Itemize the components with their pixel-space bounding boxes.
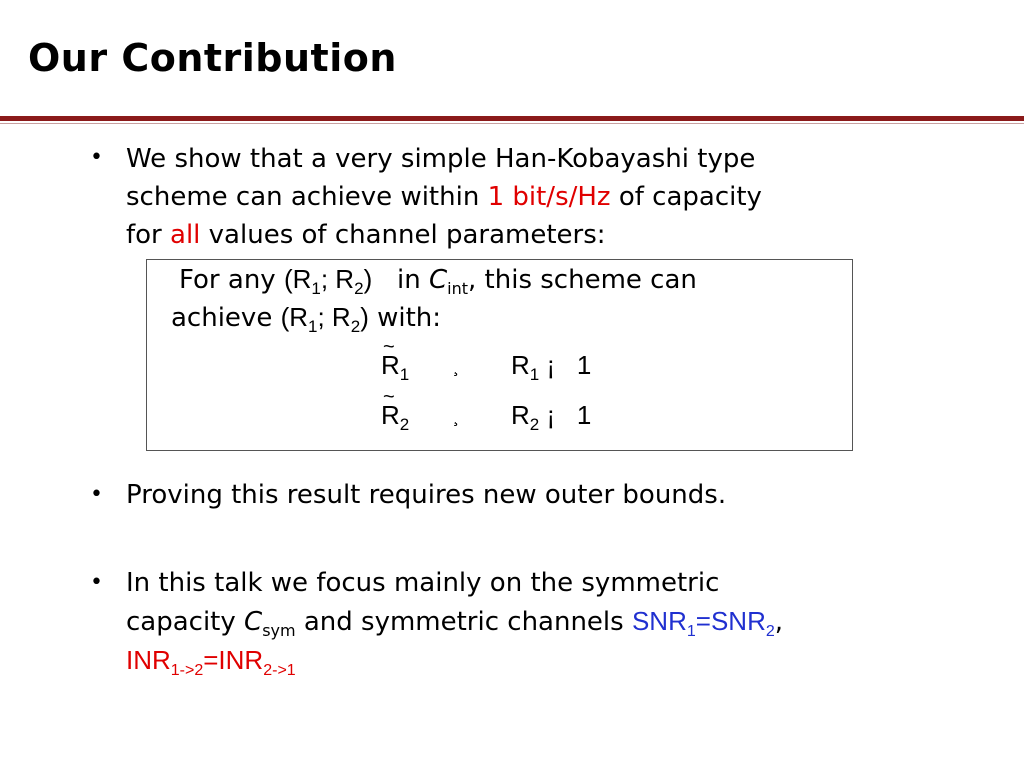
bullet-1-line-3 [126,216,762,254]
math-text: =INR [203,645,264,675]
math-text: ) [360,302,369,332]
box-line-2 [171,298,441,337]
subscript: 1->2 [170,662,204,679]
slide-title: Our Contribution [28,36,397,80]
inequality-2-relation: ¸ [453,406,459,426]
math-text: R [511,400,530,430]
subscript: int [447,279,469,298]
subscript: 1 [311,279,321,298]
inequality-2 [381,400,410,434]
bullet-marker: • [90,570,103,595]
math-text: 1 [576,400,592,430]
inequality-2-rhs [511,400,592,434]
bullet-3-line-2 [126,602,783,641]
subscript: 2 [529,415,540,434]
subscript: 2 [399,415,410,434]
achievable-rate-pair [280,302,369,336]
inequality-1 [381,350,410,384]
text-span: in [397,265,421,295]
math-text: R [381,350,400,380]
box-line-1 [179,260,697,299]
bullet-marker: • [90,482,103,507]
math-text: ; R [320,264,355,294]
math-text: ; R [317,302,351,332]
subscript: sym [262,621,296,640]
capacity-gap-highlight: 1 bit/s/Hz [487,182,611,212]
bullet-2-text: Proving this result requires new outer bounds. [126,480,727,510]
all-highlight: all [170,220,201,250]
bullet-3-text [126,564,783,679]
bullet-1-text [126,140,762,254]
math-text: C [244,607,263,637]
inequality-1-relation: ¸ [453,356,459,376]
bullet-marker: • [90,145,103,170]
theorem-box [146,259,853,451]
math-text: ) [363,264,373,294]
rate-tilde [381,350,400,381]
text-span: scheme can achieve within [126,182,488,212]
c-int [429,265,469,298]
inequality-1-rhs [511,350,592,384]
bullet-3-line-1: In this talk we focus mainly on the symmetric [126,568,720,598]
text-span: values of channel parameters: [200,220,606,250]
subscript: 2 [350,317,361,336]
text-span: For any [179,265,276,295]
math-text: (R [283,264,312,294]
text-span: achieve [171,303,273,333]
subscript: 1 [308,317,318,336]
math-text: ¡ [546,400,556,430]
rate-pair [283,264,373,298]
text-span: with: [377,303,442,333]
text-span: , this scheme can [468,265,697,295]
text-span: and symmetric channels [295,607,632,637]
rate-tilde [381,400,400,431]
text-span: , [774,607,784,637]
text-span: for [126,220,171,250]
math-text: SNR [631,606,687,636]
math-text: R [381,400,400,430]
bullet-1-line-1: We show that a very simple Han-Kobayashi type [126,144,756,174]
subscript: 2->1 [263,662,296,679]
subscript: 2 [765,623,775,640]
math-text: 1 [576,350,592,380]
math-text: ¡ [546,350,556,380]
math-text: C [429,265,448,295]
math-text: R [511,350,530,380]
math-text: (R [280,302,309,332]
text-span: capacity [126,607,245,637]
math-text: INR [126,645,171,675]
title-rule-thin [0,123,1024,124]
snr-condition [631,606,775,640]
subscript: 1 [529,365,540,384]
subscript: 1 [399,365,410,384]
title-rule [0,116,1024,121]
text-span: of capacity [610,182,762,212]
bullet-3-line-3 [126,641,783,679]
bullet-1-line-2 [126,178,762,216]
subscript: 1 [686,623,696,640]
subscript: 2 [354,279,364,298]
c-sym [244,607,296,640]
math-text: =SNR [695,606,766,636]
